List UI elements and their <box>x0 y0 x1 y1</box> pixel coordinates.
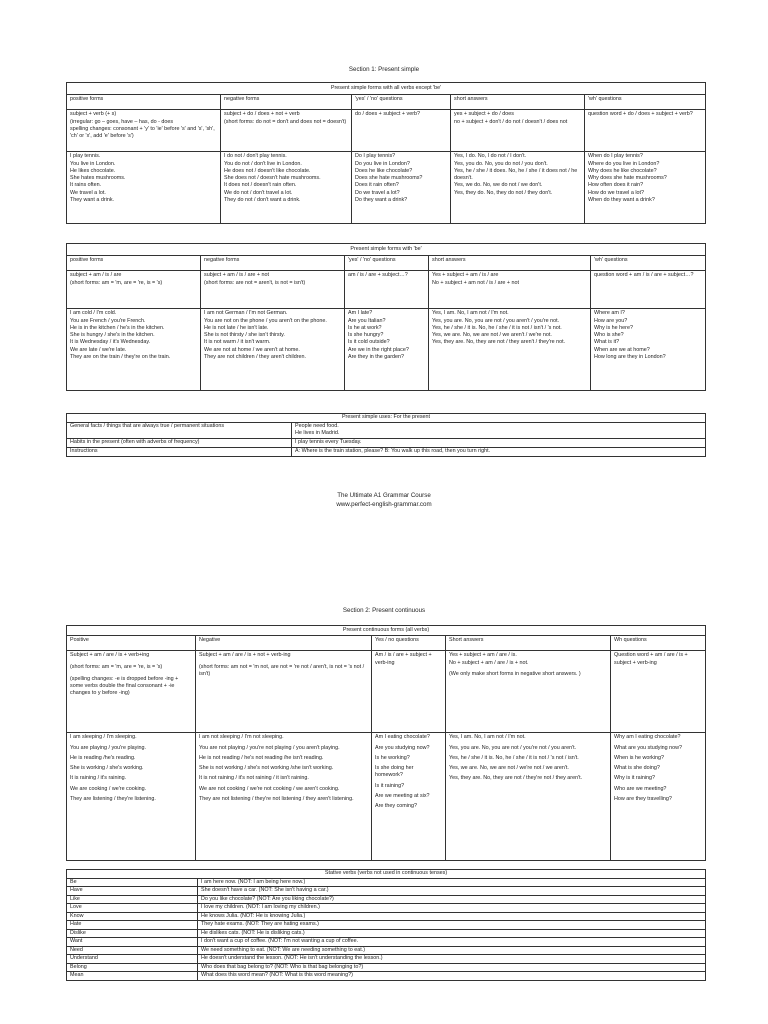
example-line: Are you Italian? <box>348 317 386 324</box>
example-line: I play tennis. <box>70 153 101 160</box>
rule-text: (We only make short forms in negative short answers. ) <box>449 671 581 678</box>
rule-cell <box>67 651 196 733</box>
example-cell: We need something to eat. (NOT: We are needing something to eat.) <box>198 946 706 955</box>
column-header: Positive <box>67 636 196 651</box>
verb-cell: Want <box>67 938 198 947</box>
rule-cell <box>591 271 706 309</box>
stative-verbs-table <box>66 869 706 981</box>
verb-cell: Need <box>67 946 198 955</box>
column-header: negative forms <box>201 256 345 271</box>
example-line: Is it cold outside? <box>348 339 390 346</box>
example-line: Yes, we do. No, we do not / we don't. <box>454 182 543 189</box>
rule-cell <box>201 271 345 309</box>
rule-cell <box>372 651 446 733</box>
table-row <box>67 912 706 921</box>
example-line: How do we travel a lot? <box>588 189 645 196</box>
verb-cell: Love <box>67 904 198 913</box>
rule-cell <box>429 271 591 309</box>
example-line: You live in London. <box>70 160 116 167</box>
example-line: They are on the train / they're on the train. <box>70 354 171 361</box>
example-line: You are playing / you're playing. <box>70 744 147 751</box>
example-line: Am I late? <box>348 310 373 317</box>
rule-text: (short forms: am = 'm, are = 're, is = 's) <box>70 279 163 286</box>
column-header: short answers <box>451 95 585 110</box>
rule-text: No + subject + am / are / is + not. <box>449 659 529 666</box>
table-row <box>67 938 706 947</box>
example-line: It does not / doesn't rain often. <box>224 182 297 189</box>
rule-text: (short forms: do not = don't and does not = doesn't) <box>224 118 347 125</box>
example-line: We are cooking / we're cooking. <box>70 785 147 792</box>
example-line: What is it? <box>594 339 620 346</box>
rule-cell <box>67 271 201 309</box>
example-cell <box>201 309 345 391</box>
rule-cell <box>611 651 706 733</box>
example-line: How long are they in London? <box>594 354 666 361</box>
table-row <box>67 955 706 964</box>
table-row <box>67 963 706 972</box>
table-row <box>67 878 706 887</box>
rule-cell <box>451 110 585 152</box>
example-cell <box>591 309 706 391</box>
example-line: He is not late / he isn't late. <box>204 324 269 331</box>
table-caption: Stative verbs (verbs not used in continuous tenses) <box>67 870 706 879</box>
example-line: You are French / you're French. <box>70 317 146 324</box>
rule-text: (irregular: go – goes, have – has, do - does <box>70 118 174 125</box>
column-header: positive forms <box>67 95 221 110</box>
example-line: He does not / doesn't like chocolate. <box>224 167 311 174</box>
rule-text: No + subject + am not / is / are + not <box>432 279 520 286</box>
example-line: A: Where is the train station, please? B: You walk up this road, then you turn right. <box>295 447 491 454</box>
example-cell: I love my children. (NOT: I am loving my children.) <box>198 904 706 913</box>
example-line: She hates mushrooms. <box>70 175 126 182</box>
example-line: Do I play tennis? <box>355 153 396 160</box>
example-cell <box>196 733 372 861</box>
verb-cell: Know <box>67 912 198 921</box>
example-line: Yes, he / she / it is. No, he / she / it is not / 's not / isn't. <box>449 754 579 761</box>
rule-cell <box>352 110 451 152</box>
example-line: I am not German / I'm not German. <box>204 310 288 317</box>
example-line: We travel a lot. <box>70 189 106 196</box>
example-line: It is raining / it's raining. <box>70 775 127 782</box>
verb-cell: Understand <box>67 955 198 964</box>
example-line: They are listening / they're listening. <box>70 796 156 803</box>
column-header: Short answers <box>446 636 611 651</box>
example-line: When are we at home? <box>594 346 650 353</box>
table-row <box>67 895 706 904</box>
example-line: It is Wednesday / it's Wednesday. <box>70 339 151 346</box>
example-line: Am I eating chocolate? <box>375 734 430 741</box>
example-line: He is in the kitchen / he's in the kitchen. <box>70 324 165 331</box>
column-header: 'wh' questions <box>591 256 706 271</box>
rule-text: question word + am / is / are + subject…? <box>594 272 694 279</box>
section1-title: Section 1: Present simple <box>348 66 420 73</box>
table-caption: Present simple forms with 'be' <box>67 244 706 256</box>
example-line: We are not at home / we aren't at home. <box>204 346 300 353</box>
example-line: Is he working? <box>375 754 410 761</box>
column-header: 'yes' / 'no' questions <box>352 95 451 110</box>
example-line: He lives in Madrid. <box>295 430 340 437</box>
table-row <box>67 972 706 981</box>
example-cell <box>67 152 221 224</box>
example-line: It rains often. <box>70 182 102 189</box>
example-cell <box>352 152 451 224</box>
example-line: How often does it rain? <box>588 182 644 189</box>
column-header: 'yes' / 'no' questions <box>345 256 429 271</box>
example-line: Yes, they are. No, they are not / they aren't / they're not. <box>432 339 566 346</box>
example-cell <box>372 733 446 861</box>
example-line: We are late / we're late. <box>70 346 127 353</box>
example-line: Who are we meeting? <box>614 785 667 792</box>
example-line: Is she doing her homework? <box>375 765 414 779</box>
example-line: When do I play tennis? <box>588 153 643 160</box>
verb-cell: Be <box>67 878 198 887</box>
example-line: Yes, you are. No, you are not / you aren't / you're not. <box>432 317 560 324</box>
example-cell: I don't want a cup of coffee. (NOT: I'm not wanting a cup of coffee. <box>198 938 706 947</box>
example-line: He is not reading / he's not reading /he isn't reading. <box>199 754 324 761</box>
example-line: She is hungry / she's in the kitchen. <box>70 332 155 339</box>
rule-cell <box>196 651 372 733</box>
example-line: Yes, they are. No, they are not / they're not / they aren't. <box>449 775 583 782</box>
example-cell <box>67 733 196 861</box>
example-cell: Who does that bag belong to? (NOT: Who is that bag belonging to?) <box>198 963 706 972</box>
example-line: Yes, he / she / it does. No, he / she / it does not / he doesn't. <box>454 167 578 182</box>
rule-text: yes + subject + do / does <box>454 111 514 118</box>
column-header: positive forms <box>67 256 201 271</box>
table-caption: Present simple uses: For the present <box>67 414 706 423</box>
present-simple-table <box>66 82 706 224</box>
example-line: When do they want a drink? <box>588 197 655 204</box>
example-line: They want a drink. <box>70 197 115 204</box>
example-cell <box>221 152 352 224</box>
example-line: Is he at work? <box>348 324 382 331</box>
use-examples <box>292 423 706 439</box>
rule-text: am / is / are + subject…? <box>348 272 408 279</box>
rule-text: (short forms: are not = aren't, is not = isn't) <box>204 279 306 286</box>
example-line: Does it rain often? <box>355 182 399 189</box>
example-line: What are you studying now? <box>614 744 683 751</box>
example-cell <box>345 309 429 391</box>
example-line: How are they travelling? <box>614 796 672 803</box>
verb-cell: Hate <box>67 921 198 930</box>
present-simple-be-table <box>66 243 706 391</box>
rule-text: (short forms: am not = 'm not, are not = 're not / aren't, is not = 's not / isn't) <box>199 664 365 678</box>
example-line: She is not working / she's not working /she isn't working. <box>199 765 334 772</box>
example-line: We are not cooking / we're not cooking / we aren't cooking. <box>199 785 340 792</box>
example-line: Why does she hate mushrooms? <box>588 175 667 182</box>
example-line: Why does he like chocolate? <box>588 167 657 174</box>
example-line: It is not warm / it isn't warm. <box>204 339 271 346</box>
example-line: You do not / don't live in London. <box>224 160 302 167</box>
example-line: Are we meeting at six? <box>375 793 430 800</box>
example-cell <box>67 309 201 391</box>
example-line: I play tennis every Tuesday. <box>295 438 362 445</box>
present-simple-uses-table <box>66 413 706 457</box>
example-line: They are not listening / they're not listening / they aren't listening. <box>199 796 354 803</box>
table-row <box>67 946 706 955</box>
example-line: It is not raining / it's not raining / it isn't raining. <box>199 775 309 782</box>
example-line: Why am I eating chocolate? <box>614 734 681 741</box>
example-cell: He dislikes cats. (NOT: He is disliking cats.) <box>198 929 706 938</box>
example-cell: Do you like chocolate? (NOT: Are you liking chocolate?) <box>198 895 706 904</box>
example-line: I am cold / I'm cold. <box>70 310 117 317</box>
example-line: Are you studying now? <box>375 744 430 751</box>
example-line: Why is it raining? <box>614 775 656 782</box>
example-line: I am not sleeping / I'm not sleeping. <box>199 734 284 741</box>
rule-text: Subject + am / are / is + not + verb-ing <box>199 652 291 659</box>
example-line: She is not thirsty / she isn't thirsty. <box>204 332 285 339</box>
column-header: Wh questions <box>611 636 706 651</box>
example-line: They do not / don't want a drink. <box>224 197 301 204</box>
rule-text: spelling changes: consonant + 'y' to 'ie' before 's' and 's', 'sh', 'ch' or 'x', add 'e' before 's') <box>70 125 215 140</box>
example-cell: He doesn't understand the lesson. (NOT: He isn't understanding the lesson.) <box>198 955 706 964</box>
rule-text: subject + do / does + not + verb <box>224 111 300 118</box>
column-header: Negative <box>196 636 372 651</box>
rule-text: question word + do / does + subject + verb? <box>588 111 693 118</box>
rule-text: Yes + subject + am / is / are <box>432 272 499 279</box>
example-line: Yes, you are. No, you are not / you're not / you aren't. <box>449 744 577 751</box>
example-line: Yes, they do. No, they do not / they don't. <box>454 189 553 196</box>
example-line: How are you? <box>594 317 628 324</box>
example-line: Where do you live in London? <box>588 160 660 167</box>
rule-cell <box>585 110 706 152</box>
rule-cell <box>221 110 352 152</box>
example-line: Do we travel a lot? <box>355 189 400 196</box>
rule-text: Yes + subject + am / are / is. <box>449 652 517 659</box>
example-line: Yes, I am. No, I am not / I'm not. <box>432 310 509 317</box>
example-line: Yes, we are. No, we are not / we aren't / we're not. <box>432 332 552 339</box>
rule-text: do / does + subject + verb? <box>355 111 421 118</box>
example-line: People need food. <box>295 423 339 429</box>
example-line: I am sleeping / I'm sleeping. <box>70 734 137 741</box>
rule-text: (spelling changes: -e is dropped before -ing + some verbs double the final consonant + -ie changes to y before -ing) <box>70 675 179 697</box>
example-line: Are they coming? <box>375 803 417 810</box>
table-row <box>67 904 706 913</box>
example-line: Does she hate mushrooms? <box>355 175 423 182</box>
verb-cell: Belong <box>67 963 198 972</box>
example-line: Where am I? <box>594 310 625 317</box>
example-line: Yes, we are. No, we are not / we're not / we aren't. <box>449 765 569 772</box>
rule-cell <box>67 110 221 152</box>
use-label: General facts / things that are always true / permanent situations <box>67 423 292 439</box>
example-line: Does he like chocolate? <box>355 167 413 174</box>
example-line: Do you live in London? <box>355 160 410 167</box>
example-line: Is she hungry? <box>348 332 384 339</box>
example-line: Do they want a drink? <box>355 197 408 204</box>
use-examples <box>292 438 706 447</box>
example-line: Yes, he / she / it is. No, he / she / it is not / isn't / 's not. <box>432 324 562 331</box>
verb-cell: Have <box>67 887 198 896</box>
example-line: Yes, I am. No, I am not / I'm not. <box>449 734 526 741</box>
example-cell: They hate exams. (NOT: They are hating exams.) <box>198 921 706 930</box>
example-line: He likes chocolate. <box>70 167 116 174</box>
column-header: Yes / no questions <box>372 636 446 651</box>
example-line: She is working / she's working. <box>70 765 144 772</box>
rule-text: subject + am / is / are <box>70 272 122 279</box>
table-row <box>67 929 706 938</box>
course-title: The Ultimate A1 Grammar Course <box>337 492 431 499</box>
example-cell <box>429 309 591 391</box>
rule-text: no + subject + don't / do not / doesn't / does not <box>454 118 568 125</box>
use-examples <box>292 447 706 456</box>
table-row <box>67 921 706 930</box>
verb-cell: Mean <box>67 972 198 981</box>
rule-text: subject + am / is / are + not <box>204 272 270 279</box>
example-line: What is she doing? <box>614 765 660 772</box>
example-cell <box>446 733 611 861</box>
example-line: You are not playing / you're not playing / you aren't playing. <box>199 744 340 751</box>
example-cell <box>585 152 706 224</box>
rule-cell <box>345 271 429 309</box>
example-cell: She doesn't have a car. (NOT: She isn't having a car.) <box>198 887 706 896</box>
example-line: You are not on the phone / you aren't on the phone. <box>204 317 327 324</box>
example-line: She does not / doesn't hate mushrooms. <box>224 175 321 182</box>
column-header: 'wh' questions <box>585 95 706 110</box>
rule-text: subject + verb (+ s) <box>70 111 117 118</box>
rule-text: Subject + am / are / is + verb+ing <box>70 652 150 659</box>
use-label: Habits in the present (often with adverbs of frequency) <box>67 438 292 447</box>
table-caption: Present simple forms with all verbs except 'be' <box>67 83 706 95</box>
rule-text: Question word + am / are / is + subject + verb-ing <box>614 652 688 666</box>
table-row <box>67 887 706 896</box>
use-label: Instructions <box>67 447 292 456</box>
example-cell: I am here now. (NOT: I am being here now.) <box>198 878 706 887</box>
verb-cell: Dislike <box>67 929 198 938</box>
example-cell: What does this word mean? (NOT: What is this word meaning?) <box>198 972 706 981</box>
section2-title: Section 2: Present continuous <box>342 607 426 614</box>
example-line: Are we in the right place? <box>348 346 409 353</box>
example-line: He is reading /he's reading. <box>70 754 136 761</box>
example-line: I do not / don't play tennis. <box>224 153 287 160</box>
example-line: Who is she? <box>594 332 624 339</box>
verb-cell: Like <box>67 895 198 904</box>
rule-text: Am / is / are + subject + verb-ing <box>375 652 432 666</box>
example-line: Yes, I do. No, I do not / I don't. <box>454 153 527 160</box>
example-line: We do not / don't travel a lot. <box>224 189 293 196</box>
example-cell <box>611 733 706 861</box>
rule-text: (short forms: am = 'm, are = 're, is = 's) <box>70 664 163 671</box>
rule-cell <box>446 651 611 733</box>
column-header: negative forms <box>221 95 352 110</box>
example-line: Is it raining? <box>375 782 405 789</box>
example-cell <box>451 152 585 224</box>
table-caption: Present continuous forms (all verbs) <box>67 626 706 636</box>
example-line: Why is he here? <box>594 324 633 331</box>
example-line: When is he working? <box>614 754 665 761</box>
example-line: They are not children / they aren't children. <box>204 354 307 361</box>
example-cell: He knows Julia. (NOT: He is knowing Julia.) <box>198 912 706 921</box>
website-link[interactable]: www.perfect-english-grammar.com <box>336 501 432 508</box>
column-header: short answers <box>429 256 591 271</box>
example-line: Are they in the garden? <box>348 354 405 361</box>
example-line: Yes, you do. No, you do not / you don't. <box>454 160 548 167</box>
present-continuous-table <box>66 625 706 861</box>
